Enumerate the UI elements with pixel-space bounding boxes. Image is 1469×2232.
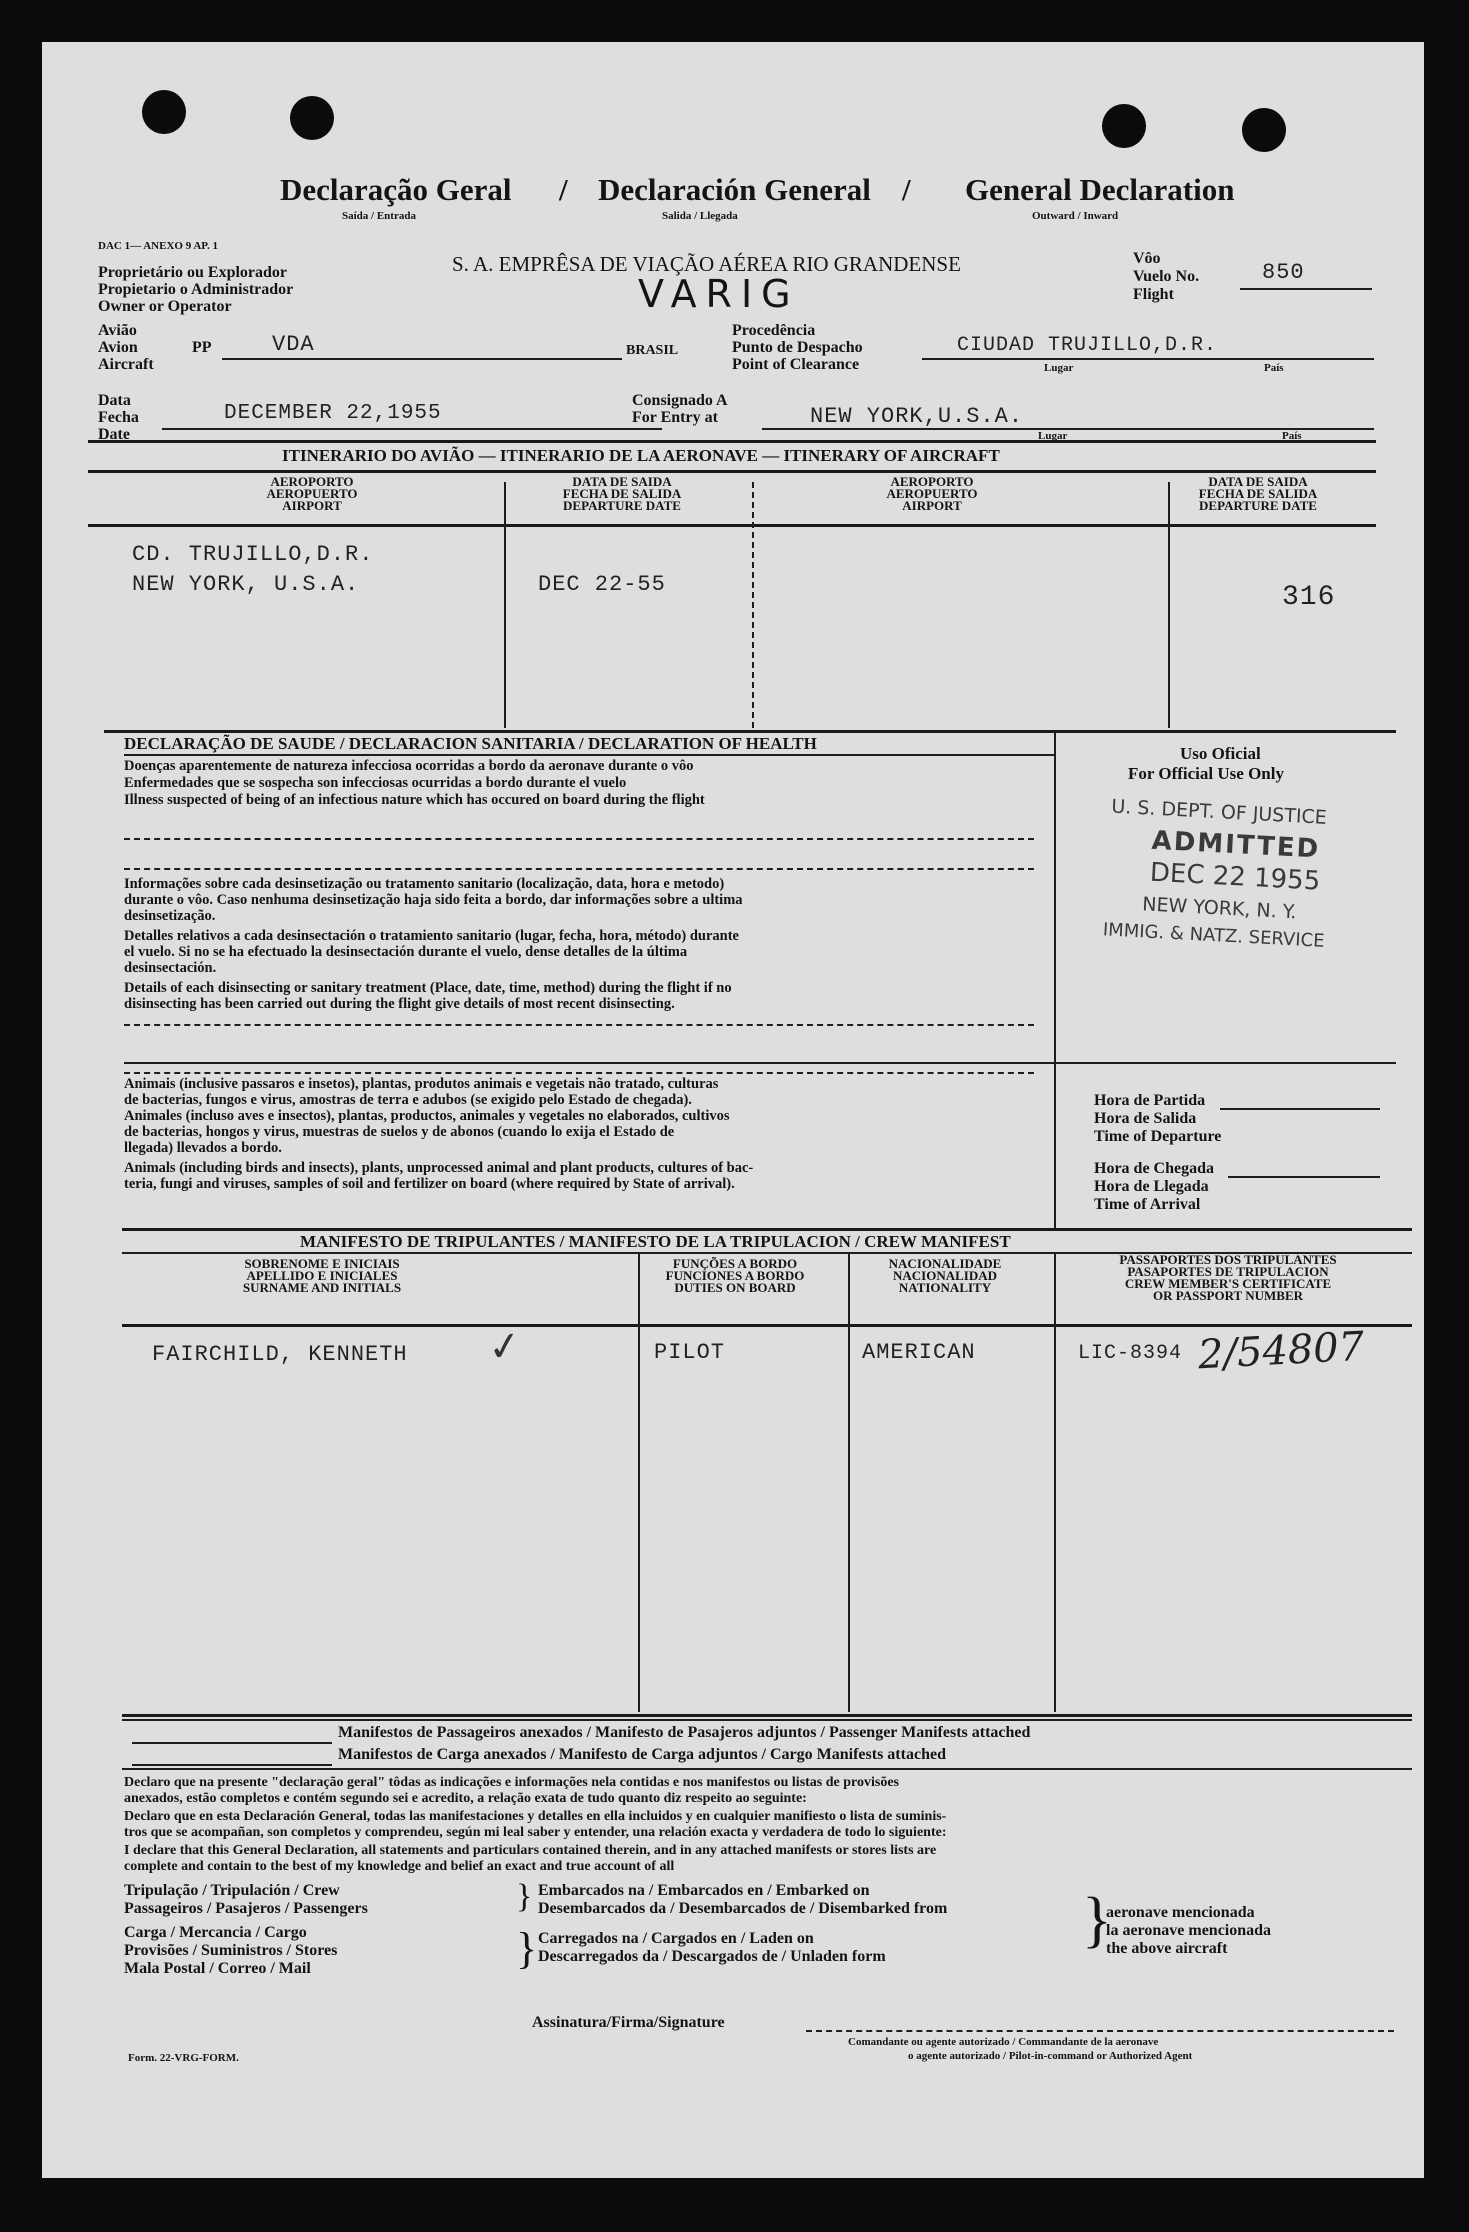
decl-left-3: Carga / Mercancia / Cargo	[124, 1924, 307, 1941]
clearance-value: CIUDAD TRUJILLO,D.R.	[957, 334, 1218, 357]
itinerary-top-rule	[88, 440, 1376, 443]
departure-time-es: Hora de Salida	[1094, 1110, 1197, 1127]
health-line-2: Enfermedades que se sospecha son infecciosas ocurridas a bordo durante el vuelo	[124, 775, 627, 791]
stamp-admitted: ADMITTED	[1150, 825, 1321, 865]
declaration-line-5: I declare that this General Declaration, all statements and particulars contained therein, and in any attached manifests or stores lists are	[124, 1843, 937, 1858]
itin-col3-header: AEROPORTO AEROPUERTO AIRPORT	[886, 474, 978, 513]
crew-passport: LIC-8394	[1078, 1342, 1183, 1365]
stamp-service: IMMIG. & NATZ. SERVICE	[1102, 919, 1326, 952]
animals-line-4: de bacterias, hongos y virus, muestras de suelos y de abonos (cuando lo exija el Estado de	[124, 1124, 675, 1140]
arrival-time-es: Hora de Llegada	[1094, 1178, 1209, 1195]
decl-mid-1: Embarcados na / Embarcados en / Embarked on	[538, 1882, 870, 1899]
signature-line	[806, 2030, 1394, 2032]
entry-label-pt: Consignado A	[632, 392, 728, 409]
punch-hole-left-1	[142, 90, 186, 134]
health-line-3: Illness suspected of being of an infectious nature which has occured on board during the flight	[124, 792, 705, 808]
health-fill-line-1	[124, 838, 1034, 840]
clearance-label-es: Punto de Despacho	[732, 339, 863, 356]
entry-pais: País	[1282, 430, 1302, 442]
date-line	[162, 428, 662, 430]
disinsect-line-7: Details of each disinsecting or sanitary treatment (Place, date, time, method) during the flight if no	[124, 980, 732, 996]
flight-label-es: Vuelo No.	[1133, 268, 1200, 285]
aircraft-registration-line	[222, 358, 622, 360]
decl-right-2: la aeronave mencionada	[1106, 1922, 1272, 1939]
crew-name: FAIRCHILD, KENNETH	[152, 1342, 408, 1367]
crew-nationality: AMERICAN	[862, 1340, 976, 1365]
subtitle-en: Outward / Inward	[1032, 210, 1119, 222]
itinerary-header-rule	[88, 470, 1376, 473]
itin-col1-header: AEROPORTO AEROPUERTO AIRPORT	[266, 474, 358, 513]
disinsect-line-3: desinsetização.	[124, 908, 216, 924]
signature-caption-1: Comandante ou agente autorizado / Commandante de la aeronave	[848, 2036, 1159, 2048]
clearance-pais: País	[1264, 362, 1284, 374]
decl-mid-2: Desembarcados da / Desembarcados de / Disembarked from	[538, 1900, 948, 1917]
operator-label-pt: Proprietário ou Explorador	[98, 264, 288, 281]
title-en: General Declaration	[965, 172, 1235, 207]
arrival-time-pt: Hora de Chegada	[1094, 1160, 1214, 1177]
disinsect-fill-line-2	[124, 1062, 1396, 1064]
immigration-stamp	[1072, 794, 1372, 1009]
departure-time-pt: Hora de Partida	[1094, 1092, 1206, 1109]
itin-col-divider-2	[752, 482, 754, 728]
clearance-lugar: Lugar	[1044, 362, 1074, 374]
entry-label-en: For Entry at	[632, 409, 718, 426]
attachments-second-rule	[122, 1719, 1412, 1721]
date-label-en: Date	[98, 426, 130, 443]
disinsect-line-1: Informações sobre cada desinsetização ou tratamento sanitario (localização, data, hora e metodo)	[124, 876, 725, 892]
decl-mid-3: Carregados na / Cargados en / Laden on	[538, 1930, 814, 1947]
crew-col3-header: NACIONALIDADE NACIONALIDAD NATIONALITY	[888, 1256, 1002, 1295]
dac-reference: DAC 1— ANEXO 9 AP. 1	[98, 240, 218, 252]
crew-passport-handwritten: 2/54807	[1196, 1323, 1366, 1379]
disinsect-line-6: desinsectación.	[124, 960, 217, 976]
date-label-pt: Data	[98, 392, 131, 409]
date-label-es: Fecha	[98, 409, 139, 426]
disinsect-line-8: disinsecting has been carried out during the flight give details of most recent disinsecting.	[124, 996, 675, 1012]
crew-header-rule	[122, 1324, 1412, 1327]
aircraft-label-pt: Avião	[98, 322, 137, 339]
disinsect-line-4: Detalles relativos a cada desinsectación o tratamiento sanitario (lugar, fecha, hora, método) durante	[124, 928, 739, 944]
operator-label-en: Owner or Operator	[98, 298, 232, 315]
crew-col-divider-1	[638, 1254, 640, 1712]
animals-line-5: llegada) llevados a bordo.	[124, 1140, 282, 1156]
clearance-label-pt: Procedência	[732, 322, 816, 339]
health-title-rule	[124, 754, 1054, 756]
decl-left-2: Passageiros / Pasajeros / Passengers	[124, 1900, 368, 1917]
decl-left-4: Provisões / Suministros / Stores	[124, 1942, 338, 1959]
aircraft-registration: VDA	[272, 332, 315, 357]
subtitle-pt: Saída / Entrada	[342, 210, 416, 222]
animals-line-6: Animals (including birds and insects), plants, unprocessed animal and plant products, cultures of bac-	[124, 1160, 754, 1176]
health-fill-line-2	[124, 868, 1034, 870]
decl-left-1: Tripulação / Tripulación / Crew	[124, 1882, 340, 1899]
entry-lugar: Lugar	[1038, 430, 1068, 442]
crew-col-divider-2	[848, 1254, 850, 1712]
flight-number-line	[1240, 288, 1372, 290]
form-number: Form. 22-VRG-FORM.	[128, 2052, 239, 2064]
aircraft-label-es: Avion	[98, 339, 138, 356]
decl-left-5: Mala Postal / Correo / Mail	[124, 1960, 311, 1977]
title-pt: Declaração Geral	[280, 172, 512, 207]
operator-brand: VARIG	[638, 272, 800, 316]
decl-right-3: the above aircraft	[1106, 1940, 1228, 1957]
attachments-line-2: Manifestos de Carga anexados / Manifesto de Carga adjuntos / Cargo Manifests attached	[338, 1746, 946, 1763]
itin-note: 316	[1282, 582, 1336, 613]
disinsect-fill-line-1	[124, 1024, 1034, 1026]
crew-col1-header: SOBRENOME E INICIAIS APELLIDO E INICIALES SURNAME AND INITIALS	[242, 1256, 402, 1295]
punch-hole-right-1	[1102, 104, 1146, 148]
brace-left-2: }	[516, 1924, 538, 1973]
arrival-time-en: Time of Arrival	[1094, 1196, 1201, 1213]
clearance-line	[922, 358, 1374, 360]
entry-value: NEW YORK,U.S.A.	[810, 404, 1024, 429]
animals-line-3: Animales (incluso aves e insectos), plantas, productos, animales y vegetales no elaborados, cultivos	[124, 1108, 730, 1124]
operator-company: S. A. EMPRÊSA DE VIAÇÃO AÉREA RIO GRANDENSE	[452, 252, 961, 276]
aircraft-label-en: Aircraft	[98, 356, 154, 373]
subtitle-es: Salida / Llegada	[662, 210, 738, 222]
brace-left-1: }	[516, 1878, 533, 1915]
flight-number: 850	[1262, 260, 1305, 285]
declaration-form	[42, 42, 1424, 2178]
attachments-top-rule	[122, 1714, 1412, 1717]
animals-line-1: Animais (inclusive passaros e insetos), plantas, produtos animais e vegetais não tratado, culturas	[124, 1076, 719, 1092]
itin-col-divider-3	[1168, 482, 1170, 728]
disinsect-line-2: durante o vôo. Caso nenhuma desinsetização haja sido feita a bordo, dar informações sobre a ultima	[124, 892, 743, 908]
official-divider	[1054, 732, 1056, 1228]
stamp-dept: U. S. DEPT. OF JUSTICE	[1110, 795, 1328, 829]
disinsect-line-5: el vuelo. Si no se ha efectuado la desinsectación durante el vuelo, dense detalles de la última	[124, 944, 688, 960]
declaration-line-2: anexados, estão completos e contém segundo sei e acredito, a relação exata de tudo quanto diz respeito ao seguinte:	[124, 1791, 807, 1806]
decl-mid-4: Descarregados da / Descargados de / Unladen form	[538, 1948, 886, 1965]
itinerary-body-rule	[88, 524, 1376, 527]
health-top-rule	[104, 730, 1396, 733]
signature-caption-2: o agente autorizado / Pilot-in-command or Authorized Agent	[908, 2050, 1193, 2062]
decl-right-1: aeronave mencionada	[1106, 1904, 1255, 1921]
date-value: DECEMBER 22,1955	[224, 402, 442, 425]
attachments-line-1-blank	[132, 1742, 332, 1744]
arrival-time-line	[1228, 1176, 1380, 1178]
official-title-1: Uso Oficial	[1180, 744, 1261, 763]
punch-hole-left-2	[290, 96, 334, 140]
itin-departure-date: DEC 22-55	[538, 572, 666, 597]
departure-time-line	[1220, 1108, 1380, 1110]
itinerary-title: ITINERARIO DO AVIÃO — ITINERARIO DE LA AERONAVE — ITINERARY OF AIRCRAFT	[282, 446, 1000, 465]
itin-col4-header: DATA DE SAIDA FECHA DE SALIDA DEPARTURE DATE	[1198, 474, 1318, 513]
animals-line-7: teria, fungi and viruses, samples of soil and fertilizer on board (where required by State of arrival).	[124, 1176, 735, 1192]
crew-duty: PILOT	[654, 1340, 726, 1365]
declaration-line-1: Declaro que na presente "declaração geral" tôdas as indicações e informações nela contidas e nos manifestos ou listas de provisões	[124, 1775, 899, 1790]
crew-col2-header: FUNÇÕES A BORDO FUNCIONES A BORDO DUTIES ON BOARD	[665, 1256, 805, 1295]
disinsect-fill-line-3	[124, 1072, 1034, 1074]
official-title-2: For Official Use Only	[1128, 764, 1284, 783]
header-sep-2: /	[902, 172, 911, 207]
title-es: Declaración General	[598, 172, 871, 207]
crew-top-rule	[122, 1228, 1412, 1231]
aircraft-prefix: PP	[192, 339, 212, 356]
declaration-line-3: Declaro que en esta Declaración General, todas las manifestaciones y detalles en ella incluidos y en cualquier manifiesto o lista de suminis-	[124, 1809, 947, 1824]
stamp-city: NEW YORK, N. Y.	[1141, 893, 1298, 924]
stamp-date: DEC 22 1955	[1149, 857, 1321, 897]
flight-label-en: Flight	[1133, 286, 1174, 303]
aircraft-country: BRASIL	[626, 343, 679, 358]
itin-airport-1: CD. TRUJILLO,D.R.	[132, 542, 374, 567]
clearance-label-en: Point of Clearance	[732, 356, 860, 373]
crew-title: MANIFESTO DE TRIPULANTES / MANIFESTO DE LA TRIPULACION / CREW MANIFEST	[300, 1232, 1011, 1251]
brace-right: }	[1082, 1886, 1112, 1954]
animals-line-2: de bacterias, fungos e virus, amostras de terra e adubos (se exigido pelo Estado de chegada).	[124, 1092, 692, 1108]
operator-label-es: Propietario o Administrador	[98, 281, 294, 298]
crew-col-divider-3	[1054, 1254, 1056, 1712]
punch-hole-right-2	[1242, 108, 1286, 152]
health-title: DECLARAÇÃO DE SAUDE / DECLARACION SANITARIA / DECLARATION OF HEALTH	[124, 734, 817, 753]
attachments-bottom-rule	[122, 1768, 1412, 1770]
itin-col2-header: DATA DE SAIDA FECHA DE SALIDA DEPARTURE DATE	[562, 474, 682, 513]
itin-airport-2: NEW YORK, U.S.A.	[132, 572, 360, 597]
declaration-line-4: tros que se acompañan, son completos y comprendeu, según mi leal saber y entender, una relación exacta y verdadera de todo lo siguiente:	[124, 1825, 947, 1840]
attachments-line-1: Manifestos de Passageiros anexados / Manifesto de Pasajeros adjuntos / Passenger Manifests attached	[338, 1724, 1031, 1741]
crew-col4-header: PASSAPORTES DOS TRIPULANTES PASAPORTES DE TRIPULACION CREW MEMBER'S CERTIFICATE OR PASSPORT NUMBER	[1119, 1252, 1337, 1303]
health-line-1: Doenças aparentemente de natureza infecciosa ocorridas a bordo da aeronave durante o vôo	[124, 758, 694, 774]
header-sep-1: /	[559, 172, 568, 207]
itin-col-divider-1	[504, 482, 506, 728]
signature-label: Assinatura/Firma/Signature	[532, 2014, 725, 2031]
attachments-line-2-blank	[132, 1764, 332, 1766]
crew-checkmark: ✓	[484, 1321, 525, 1373]
declaration-line-6: complete and contain to the best of my knowledge and belief an exact and true account of all	[124, 1859, 675, 1874]
flight-label-pt: Vôo	[1133, 250, 1161, 267]
departure-time-en: Time of Departure	[1094, 1128, 1222, 1145]
